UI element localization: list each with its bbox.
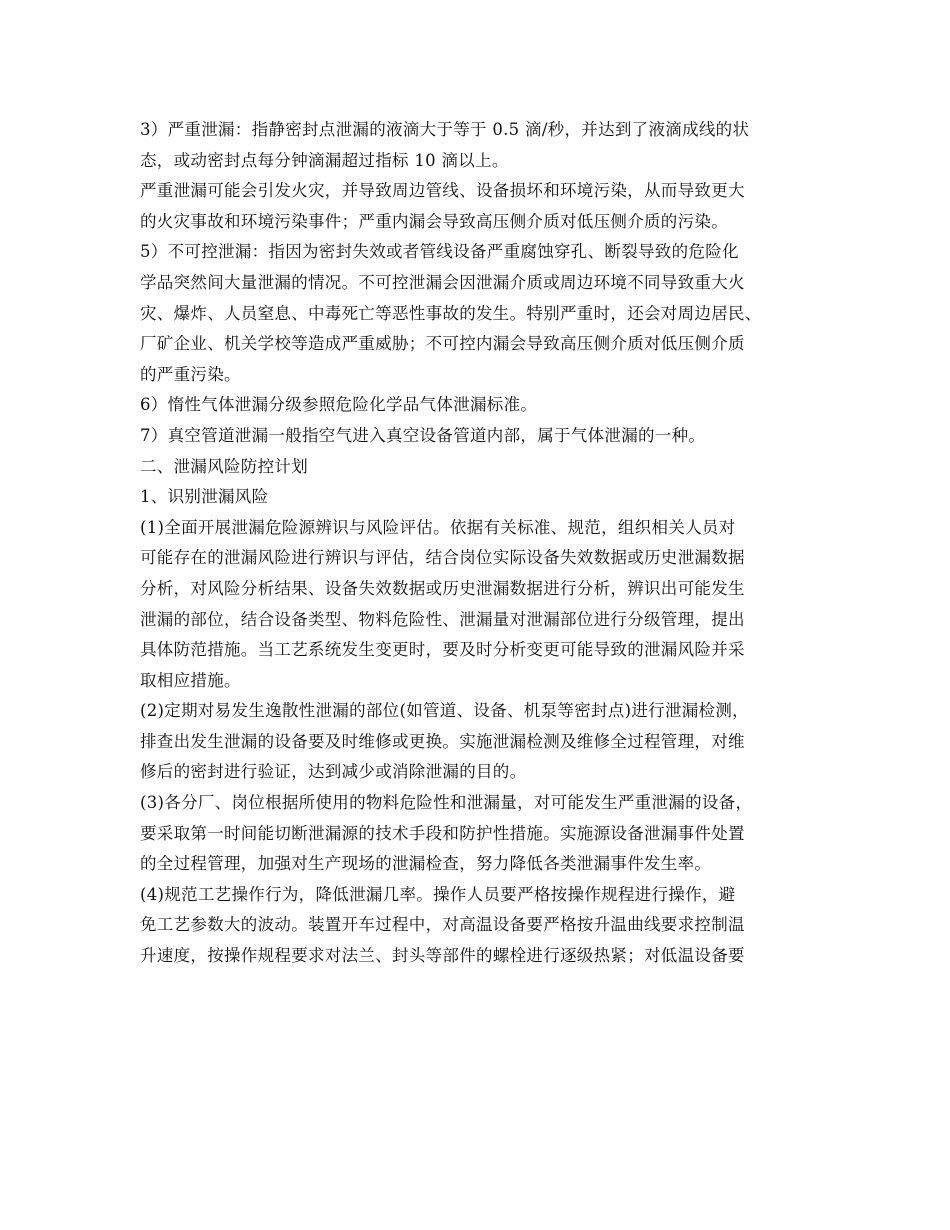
text-line: 灾、爆炸、人员窒息、中毒死亡等恶性事故的发生。特别严重时，还会对周边居民、: [140, 303, 762, 323]
text-line: 要采取第一时间能切断泄漏源的技术手段和防护性措施。实施源设备泄漏事件处置: [140, 823, 745, 843]
text-line: 6）惰性气体泄漏分级参照危险化学品气体泄漏标准。: [140, 395, 538, 415]
text-line: 的严重污染。: [140, 364, 241, 384]
text-line: 分析，对风险分析结果、设备失效数据或历史泄漏数据进行分析，辨识出可能发生: [140, 578, 745, 598]
text-line: 学品突然间大量泄漏的情况。不可控泄漏会因泄漏介质或周边环境不同导致重大火: [140, 272, 745, 292]
text-line: 严重泄漏可能会引发火灾，并导致周边管线、设备损坏和环境污染，从而导致更大: [140, 181, 745, 201]
text-line: 可能存在的泄漏风险进行辨识与评估，结合岗位实际设备失效数据或历史泄漏数据: [140, 548, 745, 568]
text-line: 修后的密封进行验证，达到减少或消除泄漏的目的。: [140, 762, 527, 782]
text-line: 免工艺参数大的波动。装置开车过程中，对高温设备要严格按升温曲线要求控制温: [140, 915, 745, 935]
text-line: (3)各分厂、岗位根据所使用的物料危险性和泄漏量，对可能发生严重泄漏的设备，: [140, 793, 753, 813]
text-line: 7）真空管道泄漏一般指空气进入真空设备管道内部，属于气体泄漏的一种。: [140, 425, 706, 445]
section-heading: 二、泄漏风险防控计划: [140, 456, 308, 476]
text-line: 排查出发生泄漏的设备要及时维修或更换。实施泄漏检测及维修全过程管理，对维: [140, 731, 745, 751]
text-line: 具体防范措施。当工艺系统发生变更时，要及时分析变更可能导致的泄漏风险并采: [140, 640, 745, 660]
text-line: (4)规范工艺操作行为，降低泄漏几率。操作人员要严格按操作规程进行操作，避: [140, 884, 736, 904]
text-line: 泄漏的部位，结合设备类型、物料危险性、泄漏量对泄漏部位进行分级管理，提出: [140, 609, 745, 629]
text-line: 的全过程管理，加强对生产现场的泄漏检查，努力降低各类泄漏事件发生率。: [140, 854, 712, 874]
text-line: 取相应措施。: [140, 670, 241, 690]
text-line: 5）不可控泄漏：指因为密封失效或者管线设备严重腐蚀穿孔、断裂导致的危险化: [140, 242, 739, 262]
text-line: (1)全面开展泄漏危险源辨识与风险评估。依据有关标准、规范，组织相关人员对: [140, 517, 736, 537]
text-line: 3）严重泄漏：指静密封点泄漏的液滴大于等于 0.5 滴/秒，并达到了液滴成线的状: [140, 120, 750, 139]
text-line: 厂矿企业、机关学校等造成严重威胁；不可控内漏会导致高压侧介质对低压侧介质: [140, 334, 745, 354]
text-line: (2)定期对易发生逸散性泄漏的部位(如管道、设备、机泵等密封点)进行泄漏检测，: [140, 701, 749, 721]
document-body: [140, 115, 820, 972]
text-line: 的火灾事故和环境污染事件；严重内漏会导致高压侧介质对低压侧介质的污染。: [140, 211, 728, 231]
text-line: 态，或动密封点每分钟滴漏超过指标 10 滴以上。: [140, 150, 509, 170]
text-line: 升速度，按操作规程要求对法兰、封头等部件的螺栓进行逐级热紧；对低温设备要: [140, 946, 745, 966]
subsection-heading: 1、识别泄漏风险: [140, 487, 269, 507]
